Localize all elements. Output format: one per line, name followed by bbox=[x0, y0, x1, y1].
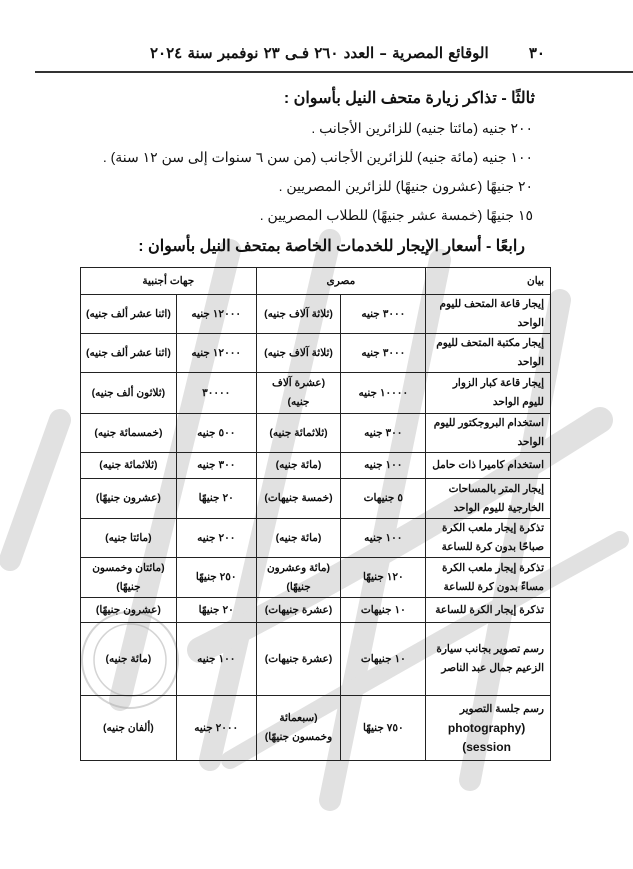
egyptian-price bbox=[341, 623, 426, 696]
foreign-price-words bbox=[81, 598, 177, 623]
table-row bbox=[81, 558, 551, 598]
egyptian-price-words-text: (مائة جنيه) bbox=[275, 459, 322, 471]
egyptian-price bbox=[341, 334, 426, 373]
item-cell-text: إيجار قاعة كبار الزوار لليوم الواحد bbox=[452, 377, 544, 408]
section4-heading: رابعًا - أسعار الإيجار للخدمات الخاصة بمتحف النيل بأسوان : bbox=[138, 238, 525, 255]
egyptian-price-text: ٥ جنيهات bbox=[363, 492, 403, 504]
foreign-price-text: ٢٥٠ جنيهًا bbox=[195, 571, 237, 583]
table-row bbox=[81, 414, 551, 453]
foreign-price-words bbox=[81, 414, 177, 453]
item-cell-text: استخدام البروجكتور لليوم الواحد bbox=[433, 417, 544, 448]
item-cell bbox=[426, 558, 551, 598]
table-row bbox=[81, 373, 551, 414]
header-foreign: جهات أجنبية bbox=[81, 268, 257, 295]
foreign-price-words-text: (ثلاثمائة جنيه) bbox=[99, 459, 158, 471]
foreign-price bbox=[176, 373, 256, 414]
egyptian-price-words-text: (ثلاثة آلاف جنيه) bbox=[264, 307, 333, 320]
foreign-price bbox=[176, 558, 256, 598]
egyptian-price bbox=[341, 519, 426, 558]
item-english-text: (photography session) bbox=[447, 720, 526, 754]
egyptian-price-text: ١٠ جنيهات bbox=[360, 603, 406, 616]
egyptian-price-text: ٣٠٠٠ جنيه bbox=[361, 307, 406, 320]
egyptian-price-words bbox=[256, 295, 341, 334]
foreign-price-words-text: (خمسمائة جنيه) bbox=[94, 426, 163, 439]
foreign-price-words-text: (اثنا عشر ألف جنيه) bbox=[86, 346, 171, 359]
foreign-price bbox=[176, 479, 256, 519]
header-item: بيان bbox=[426, 268, 551, 295]
egyptian-price-text: ١٠٠ جنيه bbox=[364, 531, 403, 544]
list-item: ١٠٠ جنيه (مائة جنيه) للزائرين الأجانب (من سن ٦ سنوات إلى سن ١٢ سنة) . bbox=[102, 149, 533, 165]
foreign-price bbox=[176, 598, 256, 623]
egyptian-price-text: ١٠ جنيهات bbox=[360, 652, 406, 665]
foreign-price-text: ٢٠ جنيهًا bbox=[198, 492, 234, 504]
egyptian-price-text: ٧٥٠ جنيهًا bbox=[362, 721, 404, 734]
item-cell-text: تذكرة إيجار الكرة للساعة bbox=[435, 603, 544, 616]
foreign-price bbox=[176, 334, 256, 373]
item-cell bbox=[426, 373, 551, 414]
table-row bbox=[81, 696, 551, 761]
egyptian-price-words-text: (سبعمائة وخمسون جنيهًا) bbox=[264, 712, 333, 743]
egyptian-price-words bbox=[256, 558, 341, 598]
item-cell bbox=[426, 598, 551, 623]
egyptian-price-words bbox=[256, 598, 341, 623]
egyptian-price-words bbox=[256, 479, 341, 519]
item-cell bbox=[426, 623, 551, 696]
table-header-row bbox=[81, 268, 551, 295]
foreign-price-words bbox=[81, 558, 177, 598]
egyptian-price-words-text: (عشرة آلاف جنيه) bbox=[271, 377, 326, 408]
table-row bbox=[81, 295, 551, 334]
foreign-price-text: ٣٠٠ جنيه bbox=[197, 459, 236, 471]
table-row bbox=[81, 519, 551, 558]
table-row bbox=[81, 453, 551, 479]
table-row bbox=[81, 598, 551, 623]
table-row bbox=[81, 623, 551, 696]
item-cell-text: تذكرة إيجار ملعب الكرة مساءً بدون كرة للساعة bbox=[441, 561, 544, 593]
egyptian-price-text: ٣٠٠٠ جنيه bbox=[361, 346, 406, 359]
egyptian-price-words-text: (ثلاثة آلاف جنيه) bbox=[264, 346, 333, 359]
egyptian-price-text: ١٢٠ جنيهًا bbox=[362, 571, 404, 583]
foreign-price-text: ٢٠ جنيهًا bbox=[198, 603, 234, 616]
list-item: ٢٠ جنيهًا (عشرون جنيهًا) للزائرين المصريين . bbox=[278, 178, 533, 194]
foreign-price-words-text: (مائة جنيه) bbox=[105, 652, 152, 665]
foreign-price-text: ١٢٠٠٠ جنيه bbox=[191, 346, 241, 359]
item-cell-text: إيجار مكتبة المتحف لليوم الواحد bbox=[436, 337, 544, 368]
item-cell-text: استخدام كاميرا ذات حامل bbox=[432, 459, 544, 471]
foreign-price-words bbox=[81, 373, 177, 414]
foreign-price bbox=[176, 696, 256, 761]
foreign-price bbox=[176, 453, 256, 479]
foreign-price-text: ٢٠٠٠ جنيه bbox=[194, 721, 239, 734]
foreign-price-words bbox=[81, 519, 177, 558]
foreign-price-words bbox=[81, 623, 177, 696]
egyptian-price-words bbox=[256, 414, 341, 453]
egyptian-price-words-text: (عشرة جنيهات) bbox=[264, 652, 333, 665]
foreign-price-words-text: (عشرون جنيهًا) bbox=[95, 603, 161, 616]
item-cell-text: تذكرة إيجار ملعب الكرة صباحًا بدون كرة للساعة bbox=[441, 522, 544, 553]
egyptian-price-words bbox=[256, 623, 341, 696]
foreign-price-words-text: (ثلاثون ألف جنيه) bbox=[91, 386, 166, 399]
foreign-price-words bbox=[81, 334, 177, 373]
egyptian-price-text: ٣٠٠ جنيه bbox=[364, 426, 403, 439]
egyptian-price bbox=[341, 453, 426, 479]
item-cell-text: إيجار قاعة المتحف لليوم الواحد bbox=[439, 298, 544, 329]
foreign-price-text: ١٠٠ جنيه bbox=[197, 652, 236, 665]
foreign-price-words bbox=[81, 453, 177, 479]
table-row bbox=[81, 479, 551, 519]
header-rule bbox=[35, 71, 633, 73]
item-cell-text: رسم جلسة التصوير bbox=[459, 702, 544, 715]
egyptian-price bbox=[341, 479, 426, 519]
egyptian-price bbox=[341, 558, 426, 598]
egyptian-price bbox=[341, 696, 426, 761]
item-cell-text: رسم تصوير بجانب سيارة الزعيم جمال عبد الناصر bbox=[436, 643, 544, 674]
egyptian-price-text: ١٠٠٠٠ جنيه bbox=[358, 386, 409, 399]
foreign-price-text: ٣٠٠٠٠ bbox=[202, 386, 231, 399]
foreign-price-words bbox=[81, 696, 177, 761]
table-row bbox=[81, 334, 551, 373]
egyptian-price bbox=[341, 598, 426, 623]
section3-heading: ثالثًا - تذاكر زيارة متحف النيل بأسوان : bbox=[283, 90, 535, 107]
page-header bbox=[150, 44, 545, 62]
item-cell bbox=[426, 696, 551, 761]
egyptian-price-words bbox=[256, 334, 341, 373]
item-cell bbox=[426, 479, 551, 519]
egyptian-price-words-text: (خمسة جنيهات) bbox=[264, 492, 333, 504]
egyptian-price-text: ١٠٠ جنيه bbox=[364, 459, 403, 471]
item-cell bbox=[426, 519, 551, 558]
item-cell bbox=[426, 334, 551, 373]
foreign-price-text: ٢٠٠ جنيه bbox=[197, 531, 236, 544]
foreign-price-words bbox=[81, 479, 177, 519]
gazette-title: الوقائع المصرية – العدد ٢٦٠ فـى ٢٣ نوفمبر سنة ٢٠٢٤ bbox=[150, 44, 489, 62]
egyptian-price-words bbox=[256, 696, 341, 761]
foreign-price-text: ١٢٠٠٠ جنيه bbox=[191, 307, 241, 320]
egyptian-price-words bbox=[256, 373, 341, 414]
foreign-price bbox=[176, 623, 256, 696]
foreign-price-words-text: (ألفان جنيه) bbox=[103, 721, 154, 734]
egyptian-price-words-text: (عشرة جنيهات) bbox=[264, 603, 333, 616]
item-cell-text: إيجار المتر بالمساحات الخارجية لليوم الواحد bbox=[448, 482, 544, 514]
header-egyptian: مصرى bbox=[256, 268, 426, 295]
foreign-price-text: ٥٠٠ جنيه bbox=[197, 426, 236, 439]
foreign-price bbox=[176, 414, 256, 453]
item-cell bbox=[426, 414, 551, 453]
egyptian-price-words bbox=[256, 519, 341, 558]
egyptian-price-words-text: (ثلاثمائة جنيه) bbox=[269, 426, 328, 439]
egyptian-price bbox=[341, 373, 426, 414]
egyptian-price-words-text: (مائة وعشرون جنيهًا) bbox=[266, 561, 331, 593]
foreign-price-words bbox=[81, 295, 177, 334]
egyptian-price bbox=[341, 295, 426, 334]
list-item: ١٥ جنيهًا (خمسة عشر جنيهًا) للطلاب المصريين . bbox=[259, 207, 533, 223]
rental-prices-table bbox=[80, 267, 551, 761]
page-number: ٣٠ bbox=[528, 44, 545, 62]
item-cell bbox=[426, 295, 551, 334]
foreign-price-words-text: (اثنا عشر ألف جنيه) bbox=[86, 307, 171, 320]
egyptian-price-words-text: (مائة جنيه) bbox=[275, 531, 322, 544]
egyptian-price-words bbox=[256, 453, 341, 479]
foreign-price-words-text: (مائتان وخمسون جنيهًا) bbox=[92, 561, 165, 593]
foreign-price bbox=[176, 295, 256, 334]
foreign-price-words-text: (عشرون جنيهًا) bbox=[95, 492, 161, 504]
item-cell bbox=[426, 453, 551, 479]
list-item: ٢٠٠ جنيه (مائتا جنيه) للزائرين الأجانب . bbox=[311, 120, 533, 136]
egyptian-price bbox=[341, 414, 426, 453]
foreign-price-words-text: (مائتا جنيه) bbox=[105, 531, 152, 544]
foreign-price bbox=[176, 519, 256, 558]
